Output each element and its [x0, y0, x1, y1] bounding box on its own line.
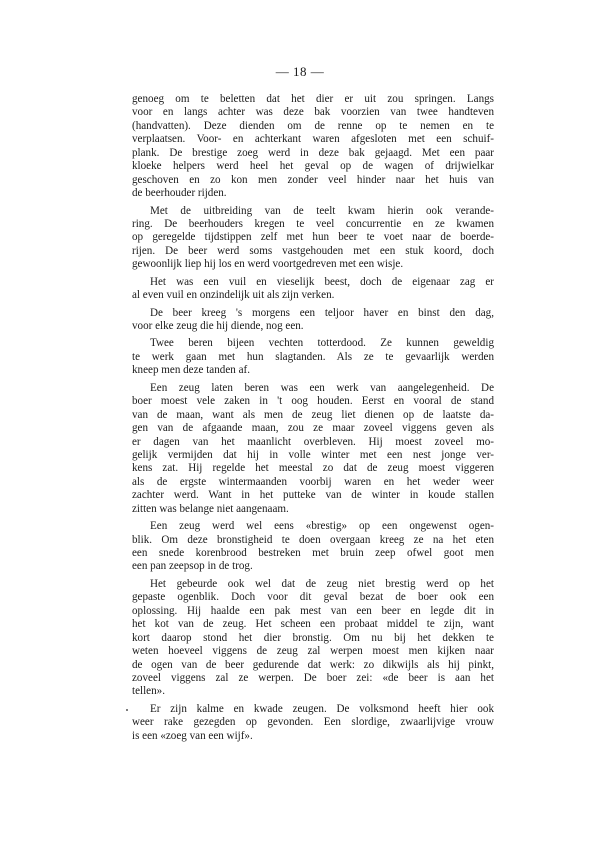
paragraph — [132, 703, 494, 743]
paragraph — [132, 205, 494, 272]
text-line: Met de uitbreiding van de teelt kwam hierin ook verande- — [150, 204, 494, 217]
text-line: kort daarop stond het dier bronstig. Om nu bij het dekken te — [132, 631, 494, 644]
text-line: (handvatten). Deze dienden om de renne op te nemen en te — [132, 119, 494, 132]
body-text — [132, 93, 494, 743]
text-line: gepaste ogenblik. Doch voor dit geval bezat de boer ook een — [132, 591, 494, 604]
text-line: voor elke zeug die hij diende, nog een. — [132, 320, 304, 332]
text-line: weten hoeveel viggens de zeug zal werpen moest men kijken naar — [132, 645, 494, 658]
text-line: plank. De brestige zoeg werd in deze bak gejaagd. Met een paar — [132, 146, 494, 159]
paragraph — [132, 382, 494, 516]
text-line: kens zat. Hij regelde het meestal zo dat de zeug moest viggeren — [132, 462, 494, 475]
text-line: verplaatsen. Voor- en achterkant waren afgesloten met een schuif- — [132, 133, 494, 146]
paragraph — [132, 276, 494, 303]
text-line: als de ergste wintermaanden voorbij waren en het weder weer — [132, 475, 494, 488]
text-line: rijen. De beer werd soms vastgehouden met een stuk koord, doch — [132, 244, 494, 257]
paragraph — [132, 578, 494, 699]
text-line: gewoonlijk liep hij los en werd voortgedreven met een wisje. — [132, 258, 404, 271]
text-line: oplossing. Hij haalde een pak mest van een beer en legde dit in — [132, 604, 494, 617]
text-line: is een «zoeg van een wijf». — [132, 729, 253, 742]
text-line: ring. De beerhouders kregen te veel concurrentie en ze kwamen — [132, 217, 494, 230]
text-line: er dagen van het maanlicht overbleven. Hij moest zoveel mo- — [132, 435, 494, 448]
text-line: kneep men deze tanden af. — [132, 364, 250, 377]
text-line: Een zeug werd wel eens «brestig» op een ongewenst ogen- — [150, 520, 494, 533]
text-line: boer moest vele zaken in 't oog houden. Eerst en vooral de stand — [132, 395, 494, 408]
text-line: al even vuil en onzindelijk uit als zijn verken. — [132, 289, 335, 302]
text-line: op geregelde tijdstippen zelf met hun beer te voet naar de boerde- — [132, 231, 494, 244]
paragraph — [132, 337, 494, 377]
text-line: blik. Om deze bronstigheid te doen overgaan kreeg ze na het eten — [132, 533, 494, 546]
paragraph — [132, 520, 494, 574]
text-line: Een zeug laten beren was een werk van aangelegenheid. De — [150, 381, 494, 394]
text-line: de beerhouder rijden. — [132, 187, 227, 200]
ink-speck — [126, 709, 128, 711]
text-line: geschoven en zo kon men zonder veel hinder naar het huis van — [132, 173, 494, 186]
text-line: van de maan, want als men de zeug liet dienen op de laatste da- — [132, 408, 494, 421]
page-number: — 18 — — [275, 64, 325, 79]
text-line: gen van de afgaande maan, zou ze maar zoveel viggens geven als — [132, 422, 494, 435]
text-line: het kot van de zeug. Het scheen een probaat middel te zijn, want — [132, 618, 494, 631]
text-line: de ogen van de beer gedurende dat werk: zo dikwijls als hij pinkt, — [132, 658, 494, 671]
text-line: De beer kreeg 's morgens een teljoor haver en binst den dag, — [150, 306, 494, 319]
text-line: kloeke helpers werd heel het geval op de wagen of drijwielkar — [132, 160, 494, 173]
text-line: zoveel viggens zal ze werpen. De boer zei: «de beer is aan het — [132, 671, 494, 684]
text-line: een pan zeepsop in de trog. — [132, 560, 253, 573]
text-line: zitten was belange niet aangenaam. — [132, 502, 289, 515]
text-line: genoeg om te beletten dat het dier er uit zou springen. Langs — [132, 93, 494, 105]
text-line: Het gebeurde ook wel dat de zeug niet brestig werd op het — [150, 577, 494, 590]
text-line: Het was een vuil en vieselijk beest, doch de eigenaar zag er — [150, 275, 494, 288]
text-line: een snede korenbrood bestreken met bruin zeep ofwel goot men — [132, 547, 494, 559]
text-line: te werk gaan met hun slagtanden. Als ze te gevaarlijk werden — [132, 350, 494, 363]
paragraph — [132, 307, 494, 334]
text-line: voor en langs achter was deze bak voorzien van twee handteven — [132, 106, 494, 119]
text-line: Twee beren bijeen vechten totterdood. Ze kunnen geweldig — [150, 337, 494, 350]
text-line: Er zijn kalme en kwade zeugen. De volksmond heeft hier ook — [150, 702, 494, 715]
text-line: weer rake gezegden op gevonden. Een slordige, zwaarlijvige vrouw — [132, 716, 494, 729]
text-line: zachter werd. Want in het putteke van de winter in koude stallen — [132, 489, 494, 502]
paragraph — [132, 93, 494, 201]
text-line: tellen». — [132, 685, 165, 698]
text-line: gelijk vermijden dat hij in volle winter met een nest jonge ver- — [132, 448, 494, 461]
